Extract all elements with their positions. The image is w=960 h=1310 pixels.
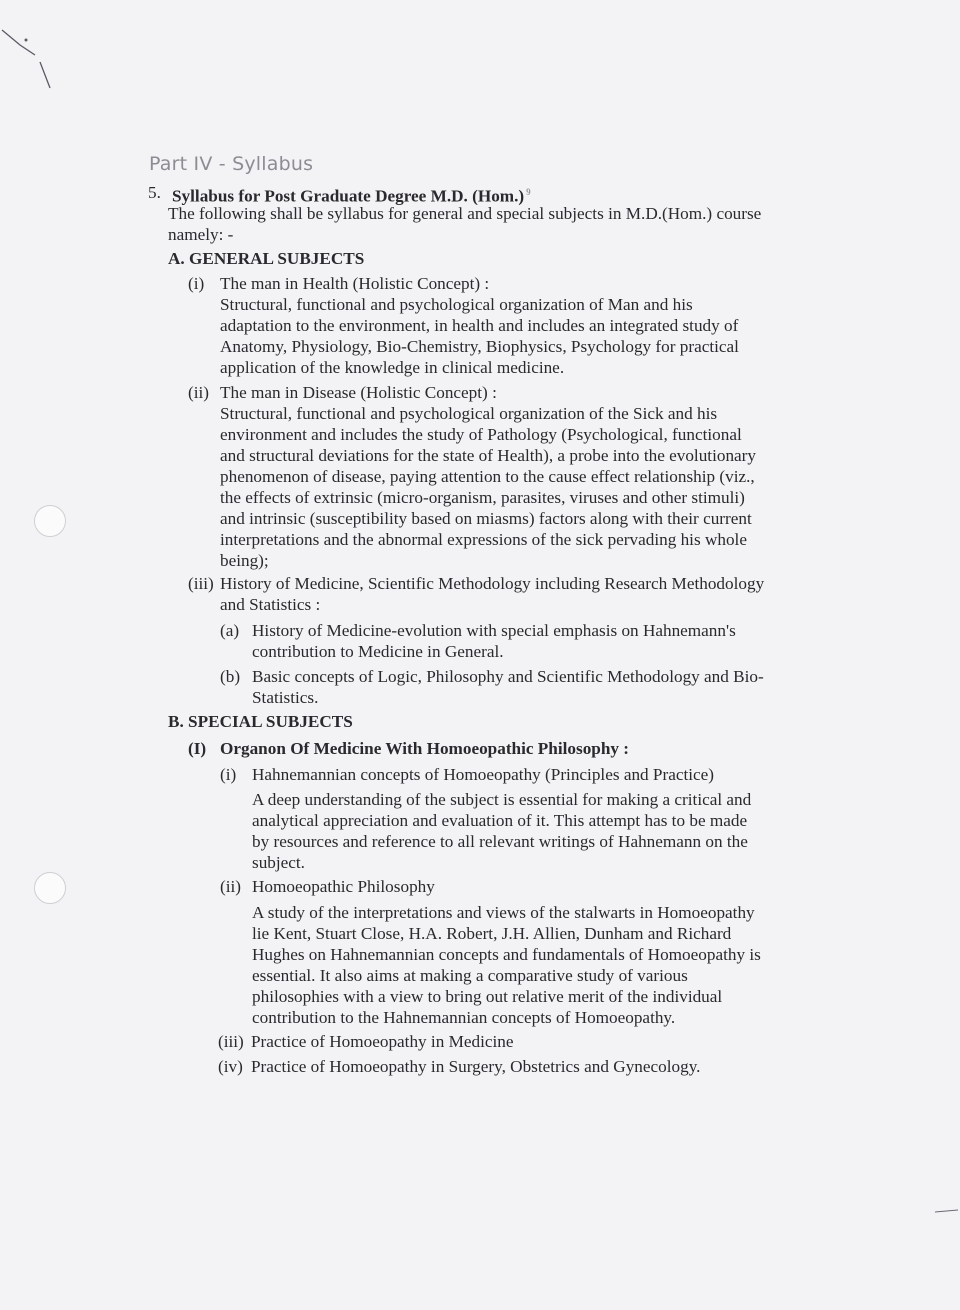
section-number: 5. <box>148 183 161 202</box>
item-number: (iii) <box>188 574 214 593</box>
item-title: Practice of Homoeopathy in Surgery, Obstetrics and Gynecology. <box>251 1057 701 1076</box>
item-body-line: by resources and reference to all relevant writings of Hahnemann on the <box>252 832 748 851</box>
item-title: The man in Disease (Holistic Concept) : <box>220 383 497 402</box>
item-body-line: Structural, functional and psychological organization of the Sick and his <box>220 404 718 423</box>
item-body-line: phenomenon of disease, paying attention to the cause effect relationship (viz., <box>220 467 755 486</box>
special-subheading: Organon Of Medicine With Homoeopathic Philosophy : <box>220 739 630 758</box>
special-subheading-number: (I) <box>188 739 207 758</box>
intro-line: The following shall be syllabus for general and special subjects in M.D.(Hom.) course <box>168 204 762 223</box>
item-title: Hahnemannian concepts of Homoeopathy (Principles and Practice) <box>252 765 714 784</box>
punch-hole-top <box>34 505 66 537</box>
item-body-line: Structural, functional and psychological organization of Man and his <box>220 295 693 314</box>
item-body-line: A study of the interpretations and views of the stalwarts in Homoeopathy <box>252 903 755 922</box>
item-body-line: application of the knowledge in clinical medicine. <box>220 358 565 377</box>
item-body-line: philosophies with a view to bring out relative merit of the individual <box>252 987 723 1006</box>
item-title: Practice of Homoeopathy in Medicine <box>251 1032 514 1051</box>
sub-item-line: contribution to Medicine in General. <box>252 642 504 661</box>
section-title-text: Syllabus for Post Graduate Degree M.D. (Hom.) <box>172 186 525 206</box>
item-title: History of Medicine, Scientific Methodology including Research Methodology <box>220 574 765 593</box>
special-heading: B. SPECIAL SUBJECTS <box>168 712 353 731</box>
item-body-line: subject. <box>252 853 305 872</box>
sub-item-line: History of Medicine-evolution with special emphasis on Hahnemann's <box>252 621 736 640</box>
item-body-line: contribution to the Hahnemannian concepts of Homoeopathy. <box>252 1008 676 1027</box>
part-title: Part IV - Syllabus <box>149 153 314 175</box>
item-body-line: lie Kent, Stuart Close, H.A. Robert, J.H. Allien, Dunham and Richard <box>252 924 732 943</box>
item-body-line: interpretations and the abnormal expressions of the sick pervading his whole <box>220 530 747 549</box>
item-body-line: Anatomy, Physiology, Bio-Chemistry, Biophysics, Psychology for practical <box>220 337 739 356</box>
item-body-line: Hughes on Hahnemannian concepts and fundamentals of Homoeopathy is <box>252 945 761 964</box>
sub-item-line: Basic concepts of Logic, Philosophy and Scientific Methodology and Bio- <box>252 667 764 686</box>
item-number: (ii) <box>220 877 241 896</box>
item-number: (ii) <box>188 383 209 402</box>
item-title: Homoeopathic Philosophy <box>252 877 435 896</box>
punch-hole-bottom <box>34 872 66 904</box>
item-body-line: the effects of extrinsic (micro-organism, parasites, viruses and other stimuli) <box>220 488 745 507</box>
item-body-line: essential. It also aims at making a comparative study of various <box>252 966 688 985</box>
item-number: (iii) <box>218 1032 244 1051</box>
item-body-line: A deep understanding of the subject is essential for making a critical and <box>252 790 752 809</box>
edge-ink-mark <box>930 1200 960 1220</box>
item-body-line: adaptation to the environment, in health and includes an integrated study of <box>220 316 739 335</box>
item-body-line: and intrinsic (susceptibility based on miasms) factors along with their current <box>220 509 752 528</box>
item-body-line: and structural deviations for the state of Health), a probe into the evolutionary <box>220 446 756 465</box>
item-title-cont: and Statistics : <box>220 595 321 614</box>
footnote-mark: 9 <box>526 187 531 197</box>
sub-item-line: Statistics. <box>252 688 319 707</box>
item-title: The man in Health (Holistic Concept) : <box>220 274 490 293</box>
item-body-line: environment and includes the study of Pathology (Psychological, functional <box>220 425 742 444</box>
corner-ink-mark <box>0 0 90 100</box>
item-number: (i) <box>220 765 237 784</box>
sub-item-number: (b) <box>220 667 241 686</box>
item-number: (i) <box>188 274 205 293</box>
general-heading: A. GENERAL SUBJECTS <box>168 249 365 268</box>
item-body-line: analytical appreciation and evaluation of it. This attempt has to be made <box>252 811 748 830</box>
intro-line: namely: - <box>168 225 234 244</box>
item-number: (iv) <box>218 1057 243 1076</box>
sub-item-number: (a) <box>220 621 240 640</box>
item-body-line: being); <box>220 551 269 570</box>
